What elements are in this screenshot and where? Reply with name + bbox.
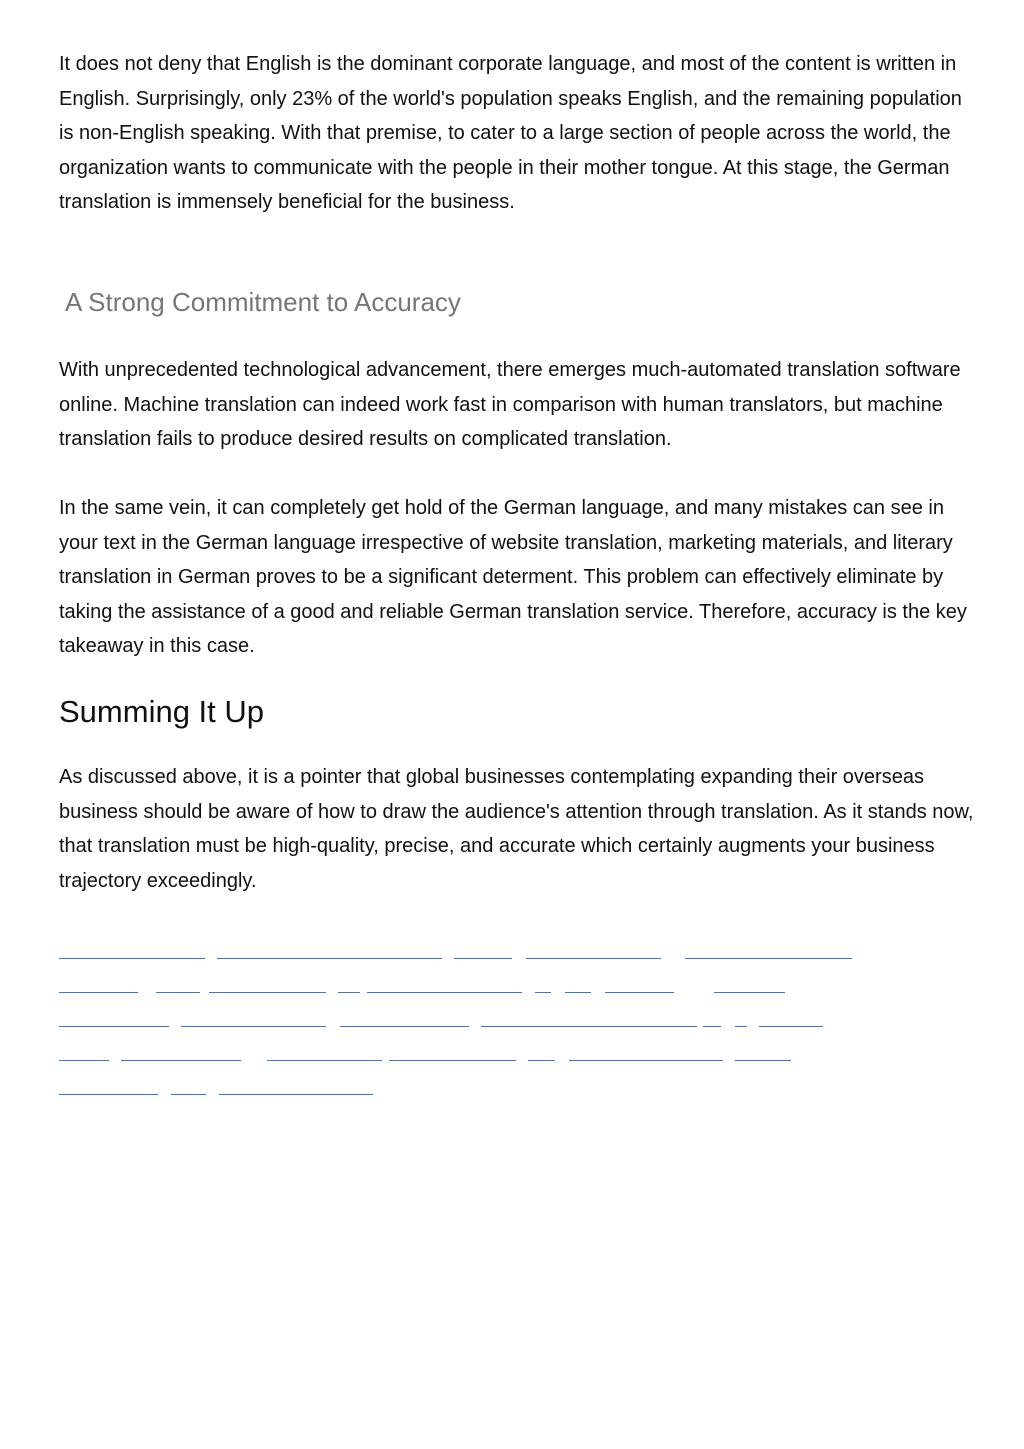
hyperlink[interactable] — [59, 1060, 109, 1061]
hyperlink[interactable] — [703, 1026, 721, 1027]
hyperlink[interactable] — [217, 958, 442, 959]
hyperlink[interactable] — [219, 1094, 373, 1095]
intro-paragraph: It does not deny that English is the dominant corporate language, and most of the content is written in English. Surprisingly, only 23% of the world's population speaks English, and the remaining population is non-English speaking. With that premise, to cater to a large section of people across the world, the organization wants to communicate with the people in their mother tongue. At this stage, the German translation is immensely beneficial for the business. — [59, 53, 962, 214]
hyperlink[interactable] — [59, 992, 138, 993]
hyperlink[interactable] — [605, 992, 674, 993]
hyperlink[interactable] — [565, 992, 591, 993]
hyperlink[interactable] — [714, 992, 785, 993]
summary-paragraph: As discussed above, it is a pointer that global businesses contemplating expanding their overseas business should be aware of how to draw the audience's attention through translation. As it stands now, that translation must be high-quality, precise, and accurate which certainly augments your business trajectory exceedingly. — [59, 766, 974, 892]
hyperlink[interactable] — [121, 1060, 241, 1061]
hyperlink[interactable] — [735, 1060, 791, 1061]
hyperlink[interactable] — [481, 1026, 697, 1027]
hyperlink[interactable] — [340, 1026, 469, 1027]
hyperlink[interactable] — [209, 992, 326, 993]
hyperlink[interactable] — [171, 1094, 206, 1095]
hyperlink[interactable] — [759, 1026, 823, 1027]
hyperlink[interactable] — [569, 1060, 723, 1061]
hyperlink[interactable] — [367, 992, 522, 993]
section-heading-accuracy: A Strong Commitment to Accuracy — [65, 287, 461, 317]
hyperlink[interactable] — [526, 958, 661, 959]
hyperlink[interactable] — [181, 1026, 326, 1027]
section-heading-summing: Summing It Up — [59, 694, 265, 729]
hyperlink[interactable] — [735, 1026, 747, 1027]
hyperlink[interactable] — [685, 958, 852, 959]
hyperlink[interactable] — [156, 992, 200, 993]
hyperlink[interactable] — [389, 1060, 516, 1061]
hyperlink[interactable] — [59, 1026, 169, 1027]
hyperlink[interactable] — [528, 1060, 555, 1061]
hyperlink[interactable] — [454, 958, 512, 959]
accuracy-paragraph-2: In the same vein, it can completely get hold of the German language, and many mistakes can see in your text in the German language irrespective of website translation, marketing materials, and literary translation in German proves to be a significant determent. This problem can effectively eliminate by taking the assistance of a good and reliable German translation service. Therefore, accuracy is the key takeaway in this case. — [59, 497, 967, 658]
hyperlink[interactable] — [59, 958, 205, 959]
hyperlink[interactable] — [535, 992, 551, 993]
hyperlink[interactable] — [267, 1060, 382, 1061]
hyperlink[interactable] — [59, 1094, 158, 1095]
accuracy-paragraph-1: With unprecedented technological advancement, there emerges much-automated translation software online. Machine translation can indeed work fast in comparison with human translators, but machine translation fails to produce desired results on complicated translation. — [59, 359, 961, 451]
hyperlink[interactable] — [338, 992, 360, 993]
